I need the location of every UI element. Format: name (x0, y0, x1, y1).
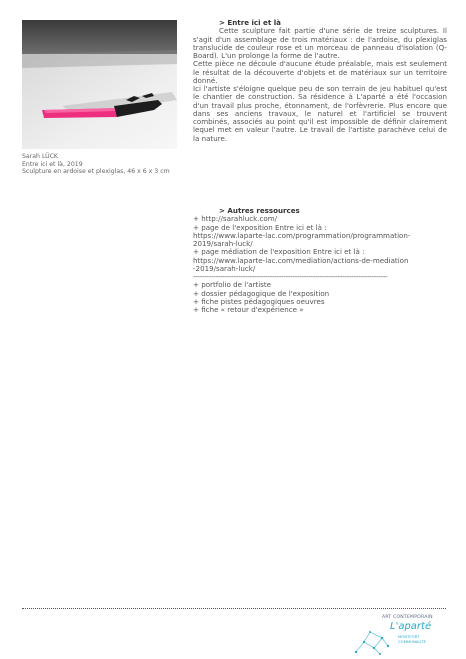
resource-item: + dossier pédagogique de l'exposition (193, 288, 330, 298)
artist-name: Sarah LÜCK (22, 153, 58, 160)
section-heading-entre-ici-et-la: > Entre ici et là (219, 18, 281, 27)
resource-item: + portfolio de l'artiste (193, 280, 272, 290)
resource-url[interactable]: https://www.laparte-lac.com/mediation/actions-de-mediation (193, 255, 409, 265)
paragraph: Cette pièce ne découle d'aucune étude préalable, mais est seulement le résultat de la découverte d'objets et de matériaux sur un territoire donné. (193, 59, 447, 85)
logo-subline: MONTFORT (398, 634, 420, 639)
resource-url[interactable]: 2019/sarah-luck/ (193, 239, 253, 248)
resource-link[interactable]: + http://sarahluck.com/ (193, 214, 278, 224)
logo-tagline: ART CONTEMPORAIN (382, 615, 433, 620)
footer-divider (22, 608, 446, 609)
resource-line: + page médiation de l'exposition Entre ici et là : (193, 247, 365, 257)
logo-subline: COMMUNAUTÉ (398, 639, 426, 644)
laparte-logo (352, 612, 448, 656)
main-description (193, 19, 447, 143)
resource-url[interactable]: https://www.laparte-lac.com/programmation/programmation- (193, 230, 411, 240)
resource-item: + fiche pistes pédagogiques oeuvres (193, 296, 325, 306)
artwork-materials: Sculpture en ardoise et plexiglas, 46 x 6 x 3 cm (22, 168, 170, 176)
logo-wordmark: L'aparté (390, 621, 432, 632)
resource-item: + fiche « retour d'expérience » (193, 305, 304, 314)
dashed-separator: -------------------------------------------------------------------------------------- (193, 273, 388, 281)
paragraph: Ici l'artiste s'éloigne quelque peu de son terrain de jeu habituel qu'est le chantier de construction. Sa résidence à L'aparté a été l'occasion d'un travail plus proche, étonnament, de l'orfèvrerie. Plus encore que dans ses anciens travaux, le naturel et l'artificiel se trouvent combinés, associés au point qu'il est impossible de définir clairement lequel met en valeur l'autre. Le travail de l'artiste parachève celui de la nature. (193, 84, 447, 143)
resource-line: + page de l'exposition Entre ici et là : (193, 222, 327, 232)
resource-url[interactable]: -2019/sarah-luck/ (193, 263, 256, 273)
artwork-photo (22, 20, 177, 149)
resources-section (193, 207, 447, 314)
artwork-title-year: Entre ici et là, 2019 (22, 160, 83, 168)
paragraph: Cette sculpture fait partie d'une série de treize sculptures. Il s'agit d'un assemblage de trois matériaux : de l'ardoise, du plexiglas translucide de couleur rose et un morceau de panneau d'isolation (Q-Board). L'un prolonge la forme de l'autre. (193, 26, 447, 60)
section-heading-autres-ressources: > Autres ressources (219, 206, 300, 215)
artwork-caption (22, 153, 202, 176)
